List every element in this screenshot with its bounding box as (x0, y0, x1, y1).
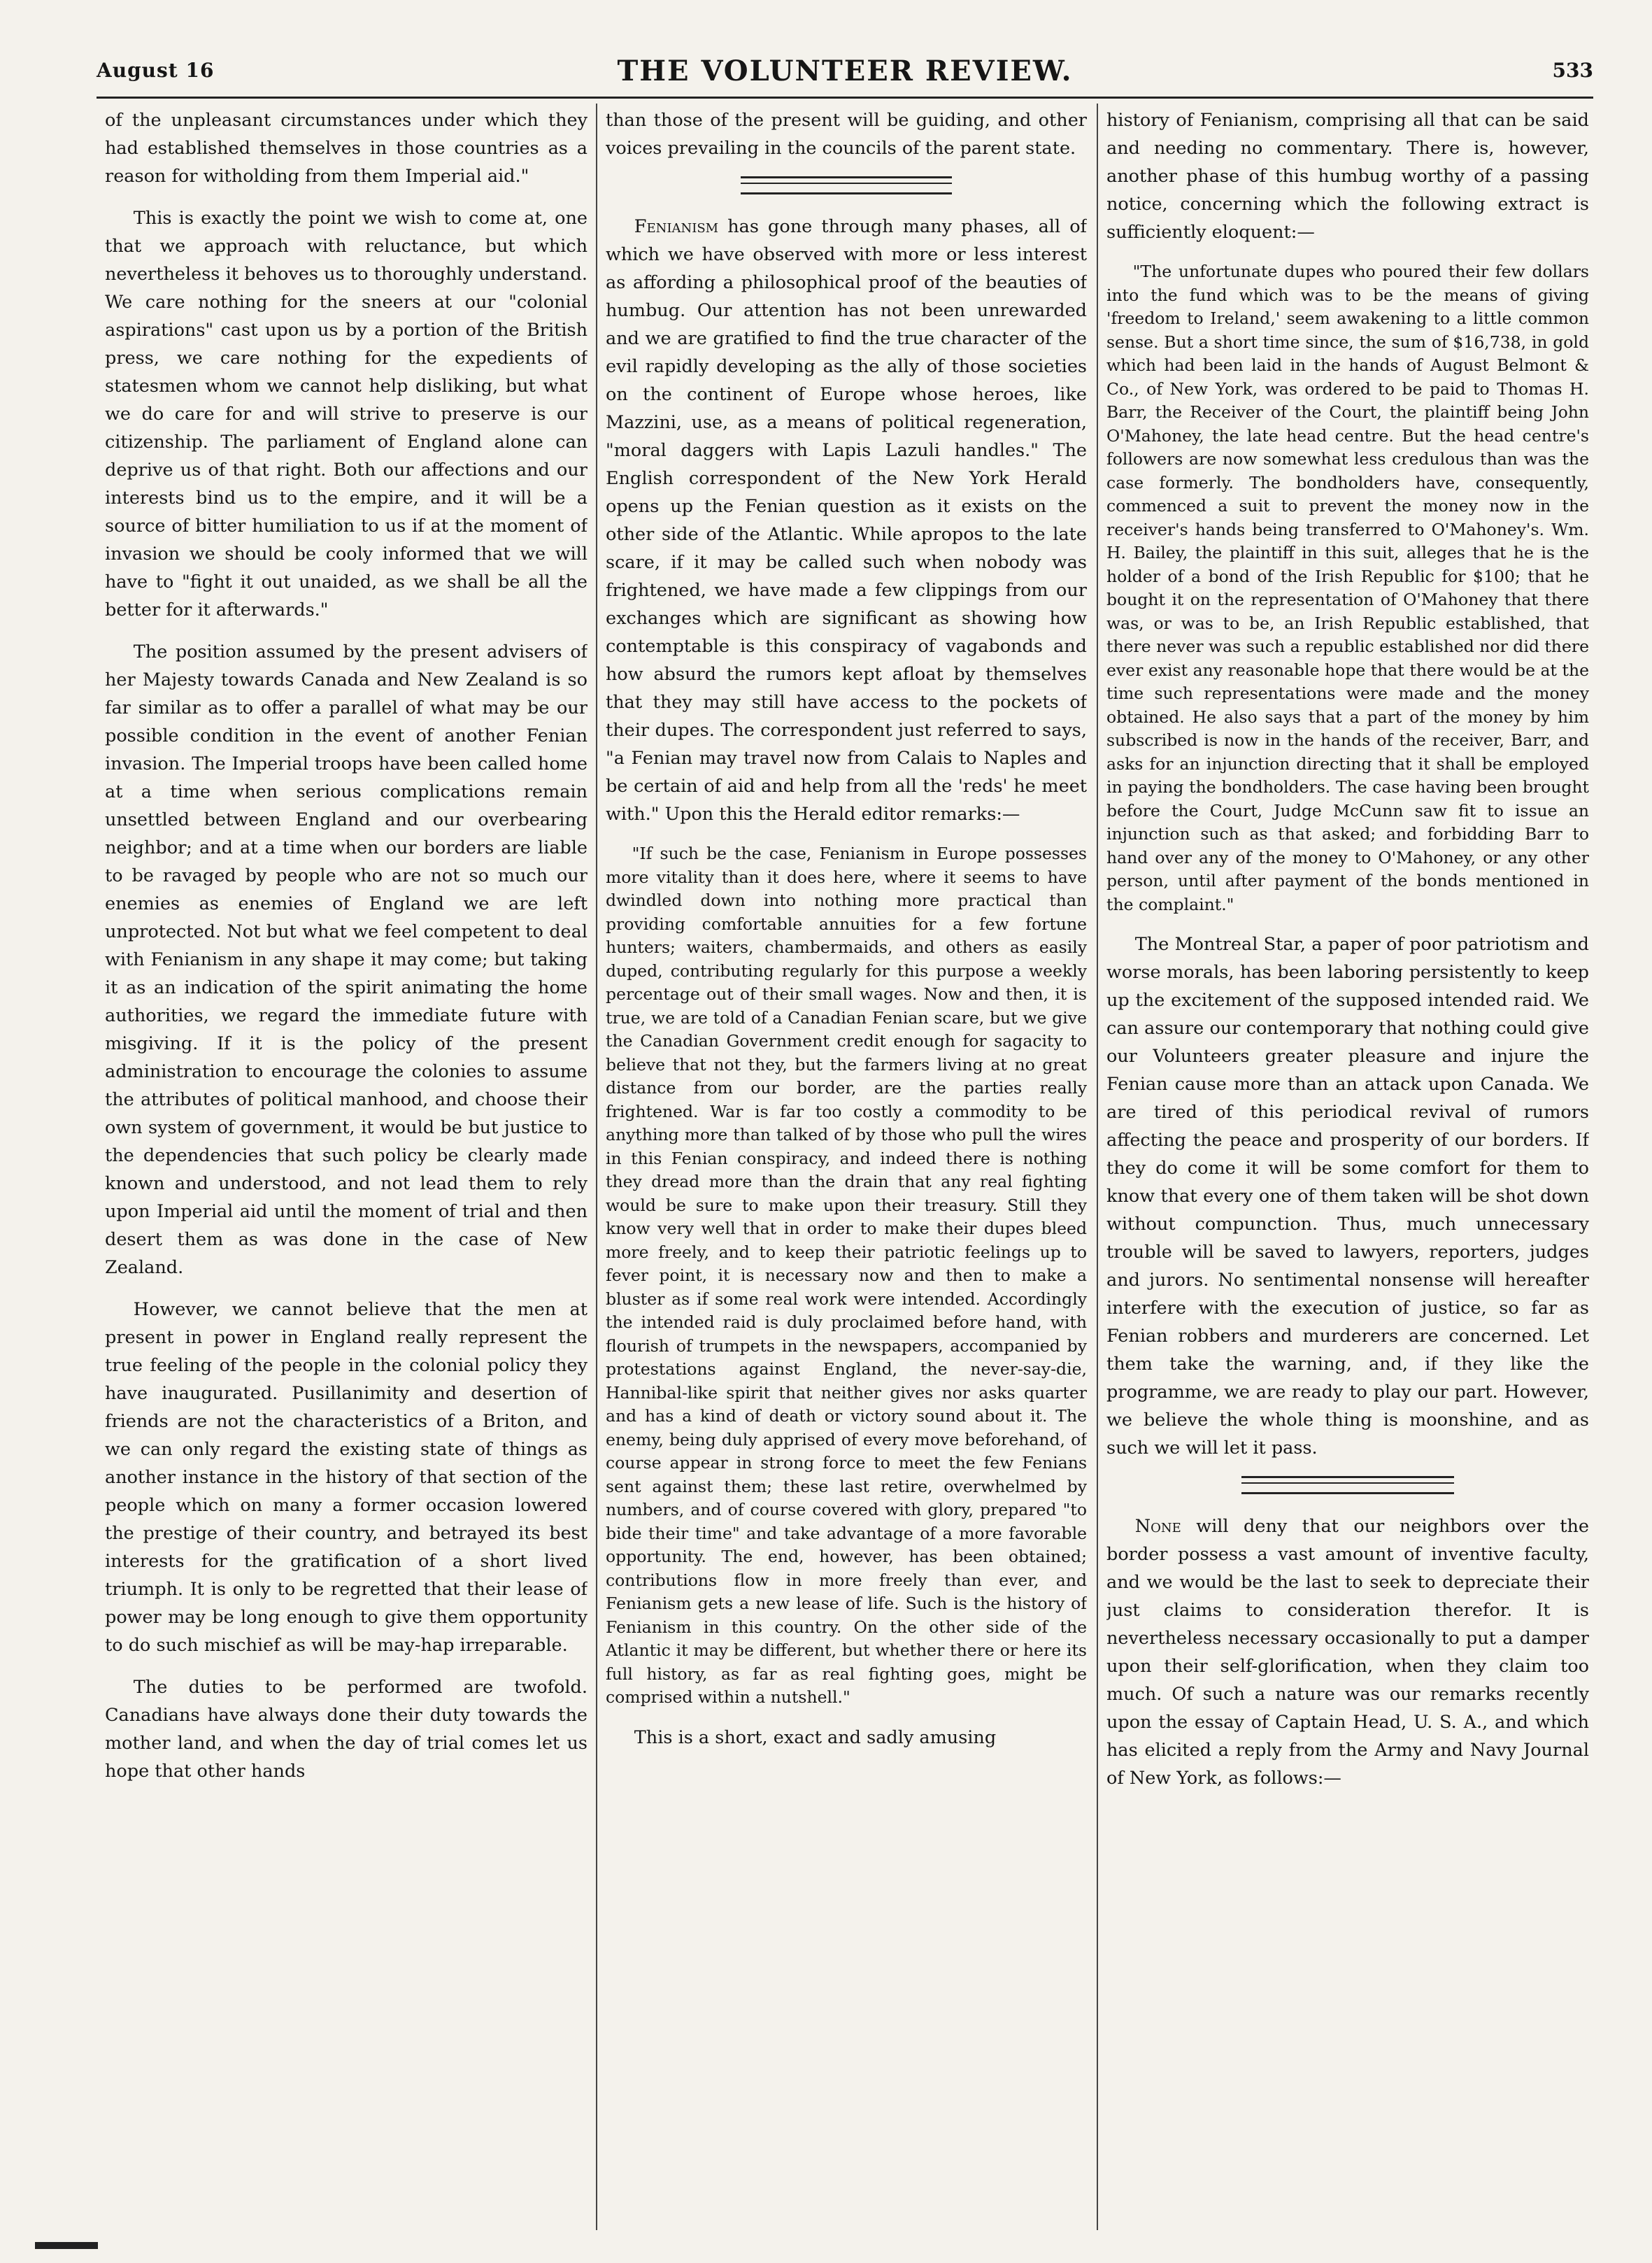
page-number: 533 (1552, 59, 1593, 82)
column-divider-2 (1097, 104, 1098, 2230)
article-paragraph (606, 213, 1087, 828)
article-lead-word: None (1134, 1516, 1181, 1537)
article-paragraph: of the unpleasant circumstances under which they had established themselves in those countries as a reason for witholding from them Imperial aid." (105, 110, 588, 187)
article-lead-word: Fenianism (634, 216, 719, 237)
section-separator (741, 176, 953, 194)
article-paragraph: However, we cannot believe that the men at present in power in England really represent the true feeling of the people in the colonial policy they have inaugurated. Pusillanimity and desertion of friends are not the characteristics of a Briton, and we can only regard the existing state of things as another instance in the history of that section of the people which on many a former occasion lowered the prestige of their country, and betrayed its best interests for the gratification of a short lived triumph. It is only to be regretted that their lease of power may be long enough to give them opportunity to do such mischief as will be may-hap irreparable. (105, 1299, 588, 1656)
article-paragraph: The position assumed by the present advisers of her Majesty towards Canada and New Zealand is so far similar as to offer a parallel of what may be our possible condition in the event of another Fenian invasion. The Imperial troops have been called home at a time when serious complications remain unsettled between England and our overbearing neighbor; and at a time when our borders are liable to be ravaged by people who are not so much our enemies as enemies of England we are left unprotected. Not but what we feel competent to deal with Fenianism in any shape it may come; but taking it as an indication of the spirit animating the home authorities, we regard the immediate future with misgiving. If it is the policy of the present administration to encourage the colonies to assume the attributes of political manhood, and choose their own system of government, it would be but justice to the dependencies that such policy be clearly made known and understood, and not lead them to rely upon Imperial aid until the moment of trial and then desert them as was done in the case of New Zealand. (105, 641, 588, 1278)
article-text: will deny that our neighbors over the border possess a vast amount of inventive faculty, and we would be the last to seek to depreciate their just claims to consideration therefor. It is nevertheless necessary occasionally to put a damper upon their self-glorification, when they claim too much. Of such a nature was our remarks recently upon the essay of Captain Head, U. S. A., and which has elicited a reply from the Army and Navy Journal of New York, as follows:— (1106, 1516, 1589, 1789)
article-paragraph: This is a short, exact and sadly amusing (634, 1726, 997, 1748)
article-paragraph: history of Fenianism, comprising all that can be said and needing no commentary. There is, however, another phase of this humbug worthy of a passing notice, concerning which the following extract is sufficiently eloquent:— (1106, 110, 1589, 243)
page-header (97, 55, 1593, 97)
article-text: has gone through many phases, all of which we have observed with more or less interest as affording a philosophical proof of the beauties of humbug. Our attention has not been unrewarded and we are gratified to find the true character of the evil rapidly developing as the ally of those societies on the continent of Europe whose heroes, like Mazzini, use, as a means of political regeneration, "moral daggers with Lapis Lazuli handles." The English correspondent of the New York Herald opens up the Fenian question as it exists on the other side of the Atlantic. While apropos to the late scare, if it may be called such when nobody was frightened, we have made a few clippings from our exchanges which are significant as showing how contemptable is this conspiracy of vagabonds and how absurd the rumors kept afloat by themselves that they may still have access to the pockets of their dupes. The correspondent just referred to says, "a Fenian may travel now from Calais to Naples and be certain of aid and help from all the 'reds' he meet with." Upon this the Herald editor remarks:— (606, 216, 1087, 825)
article-paragraph: than those of the present will be guiding, and other voices prevailing in the councils of the parent state. (606, 110, 1087, 159)
article-paragraph: The Montreal Star, a paper of poor patriotism and worse morals, has been laboring persistently to keep up the excitement of the supposed intended raid. We can assure our contemporary that nothing could give our Volunteers greater pleasure and injure the Fenian cause more than an attack upon Canada. We are tired of this periodical revival of rumors affecting the peace and prosperity of our borders. If they do come it will be some comfort for them to know that every one of them taken will be shot down without compunction. Thus, much unnecessary trouble will be saved to lawyers, reporters, judges and jurors. No sentimental nonsense will hereafter interfere with the execution of justice, so far as Fenian robbers and murderers are concerned. Let them take the warning, and, if they like the programme, we are ready to play our part. However, we believe the whole thing is moonshine, and as such we will let it pass. (1106, 934, 1589, 1459)
article-paragraph: This is exactly the point we wish to come at, one that we approach with reluctance, but which nevertheless it behoves us to thoroughly understand. We care nothing for the sneers at our "colonial aspirations" cast upon us by a portion of the British press, we care nothing for the expedients of statesmen whom we cannot help disliking, but what we do care for and will strive to preserve is our citizenship. The parliament of England alone can deprive us of that right. Both our affections and our interests bind us to the empire, and it will be a source of bitter humiliation to us if at the moment of invasion we should be cooly informed that we will have to "fight it out unaided, as we shall be all the better for it afterwards." (105, 208, 588, 620)
section-separator (1241, 1476, 1454, 1494)
column-1 (105, 106, 588, 2226)
page-corner-mark (35, 2242, 98, 2249)
article-paragraph (1106, 1512, 1589, 1792)
article-paragraph: The duties to be performed are twofold. Canadians have always done their duty towards the mother land, and when the day of trial comes let us hope that other hands (105, 1677, 588, 1782)
quoted-extract: "If such be the case, Fenianism in Europe possesses more vitality than it does here, where it seems to have dwindled down into nothing more practical than providing comfortable annuities for a few fortune hunters; waiters, chambermaids, and others as easily duped, contributing regularly for this purpose a weekly percentage out of their small wages. Now and then, it is true, we are told of a Canadian Fenian scare, but we give the Canadian Government credit enough for sagacity to believe that not they, but the farmers living at no great distance from our border, are the parties really frightened. War is far too costly a commodity to be anything more than talked of by those who pull the wires in this Fenian conspiracy, and indeed there is nothing they dread more than the drain that any real fighting would be sure to make upon their treasury. Still they know very well that in order to make their dupes bleed more freely, and to keep their patriotic feelings up to fever point, it is necessary now and then to make a bluster as if some real work were intended. Accordingly the intended raid is duly proclaimed before hand, with flourish of trumpets in the newspapers, accompanied by protestations against England, the never-say-die, Hannibal-like spirit that neither gives nor asks quarter and has a kind of death or victory sound about it. The enemy, being duly apprised of every move beforehand, of course appear in strong force to meet the few Fenians sent against them; these last retire, overwhelmed by numbers, and of course covered with glory, prepared "to bide their time" and take advantage of a more favorable opportunity. The end, however, has been obtained; contributions flow in more freely than ever, and Fenianism gets a new lease of life. Such is the history of Fenianism in this country. On the other side of the Atlantic it may be different, but whether there or here its full history, as far as real fighting goes, might be comprised within a nutshell." (606, 844, 1087, 1707)
publication-title: THE VOLUNTEER REVIEW. (617, 55, 1073, 87)
column-2 (606, 106, 1087, 2226)
quoted-extract: "The unfortunate dupes who poured their few dollars into the fund which was to be the means of giving 'freedom to Ireland,' seem awakening to a little common sense. But a short time since, the sum of $16,738, in gold which had been laid in the hands of August Belmont & Co., of New York, was ordered to be paid to Thomas H. Barr, the Receiver of the Court, the plaintiff being John O'Mahoney, the late head centre. But the head centre's followers are now somewhat less credulous than was the case formerly. The bondholders have, consequently, commenced a suit to prevent the money now in the receiver's hands being transferred to O'Mahoney's. Wm. H. Bailey, the plaintiff in this suit, alleges that he is the holder of a bond of the Irish Republic for $100; that he bought it on the representation of O'Mahoney that there was, or was to be, an Irish Republic established, that there never was such a republic established nor did there ever exist any reasonable hope that there would be at the time such representations were made and the money obtained. He also says that a part of the money by him subscribed is now in the hands of the receiver, Barr, and asks for an injunction directing that it shall be employed in paying the bondholders. The case having been brought before the Court, Judge McCunn saw fit to issue an injunction such as that asked; and forbidding Barr to hand over any of the money to O'Mahoney, or any other person, until after payment of the bonds mentioned in the complaint." (1106, 262, 1589, 914)
column-divider-1 (596, 104, 597, 2230)
issue-date: August 16 (97, 59, 215, 82)
column-3 (1106, 106, 1589, 2226)
header-rule (97, 97, 1593, 99)
